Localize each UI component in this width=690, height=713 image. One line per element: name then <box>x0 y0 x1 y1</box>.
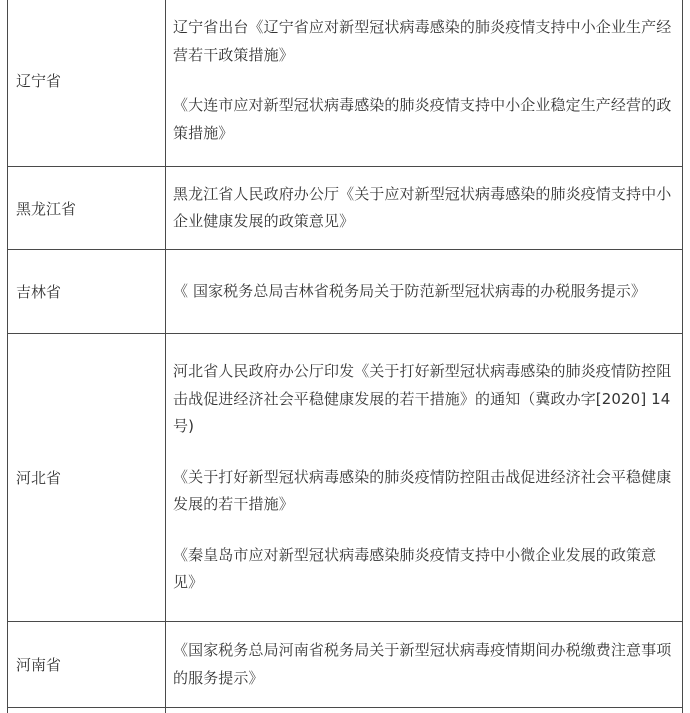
policy-item: 《大连市应对新型冠状病毒感染的肺炎疫情支持中小企业稳定生产经营的政策措施》 <box>173 96 672 142</box>
policy-table <box>7 0 683 713</box>
table-row <box>8 334 683 622</box>
policies-cell <box>166 167 683 250</box>
policy-item: 《秦皇岛市应对新型冠状病毒感染肺炎疫情支持中小微企业发展的政策意见》 <box>173 545 657 592</box>
policies-cell <box>166 250 683 334</box>
province-cell: 河北省 <box>8 334 166 622</box>
table-row <box>8 167 683 250</box>
table-row <box>8 0 683 167</box>
policy-item: 辽宁省出台《辽宁省应对新型冠状病毒感染的肺炎疫情支持中小企业生产经营若干政策措施》 <box>173 18 672 64</box>
policies-cell <box>166 622 683 708</box>
policies-cell <box>166 0 683 167</box>
table-row-partial <box>8 708 683 713</box>
province-cell: 吉林省 <box>8 250 166 334</box>
policy-item: 黑龙江省人民政府办公厅《关于应对新型冠状病毒感染的肺炎疫情支持中小企业健康发展的政策意见》 <box>173 184 672 230</box>
table-row <box>8 250 683 334</box>
province-cell: 河南省 <box>8 622 166 708</box>
province-cell: 辽宁省 <box>8 0 166 167</box>
policy-item: 《 国家税务总局吉林省税务局关于防范新型冠状病毒的办税服务提示》 <box>173 281 646 300</box>
policies-cell-empty <box>166 708 683 713</box>
table-row <box>8 622 683 708</box>
policy-item: 《国家税务总局河南省税务局关于新型冠状病毒疫情期间办税缴费注意事项的服务提示》 <box>173 641 672 687</box>
policies-cell <box>166 334 683 622</box>
province-cell-empty <box>8 708 166 713</box>
policy-item: 《关于打好新型冠状病毒感染的肺炎疫情防控阻击战促进经济社会平稳健康发展的若干措施》 <box>173 467 672 514</box>
policy-item: 河北省人民政府办公厅印发《关于打好新型冠状病毒感染的肺炎疫情防控阻击战促进经济社会平稳健康发展的若干措施》的通知（冀政办字[2020] 14 号) <box>173 362 672 436</box>
province-cell: 黑龙江省 <box>8 167 166 250</box>
